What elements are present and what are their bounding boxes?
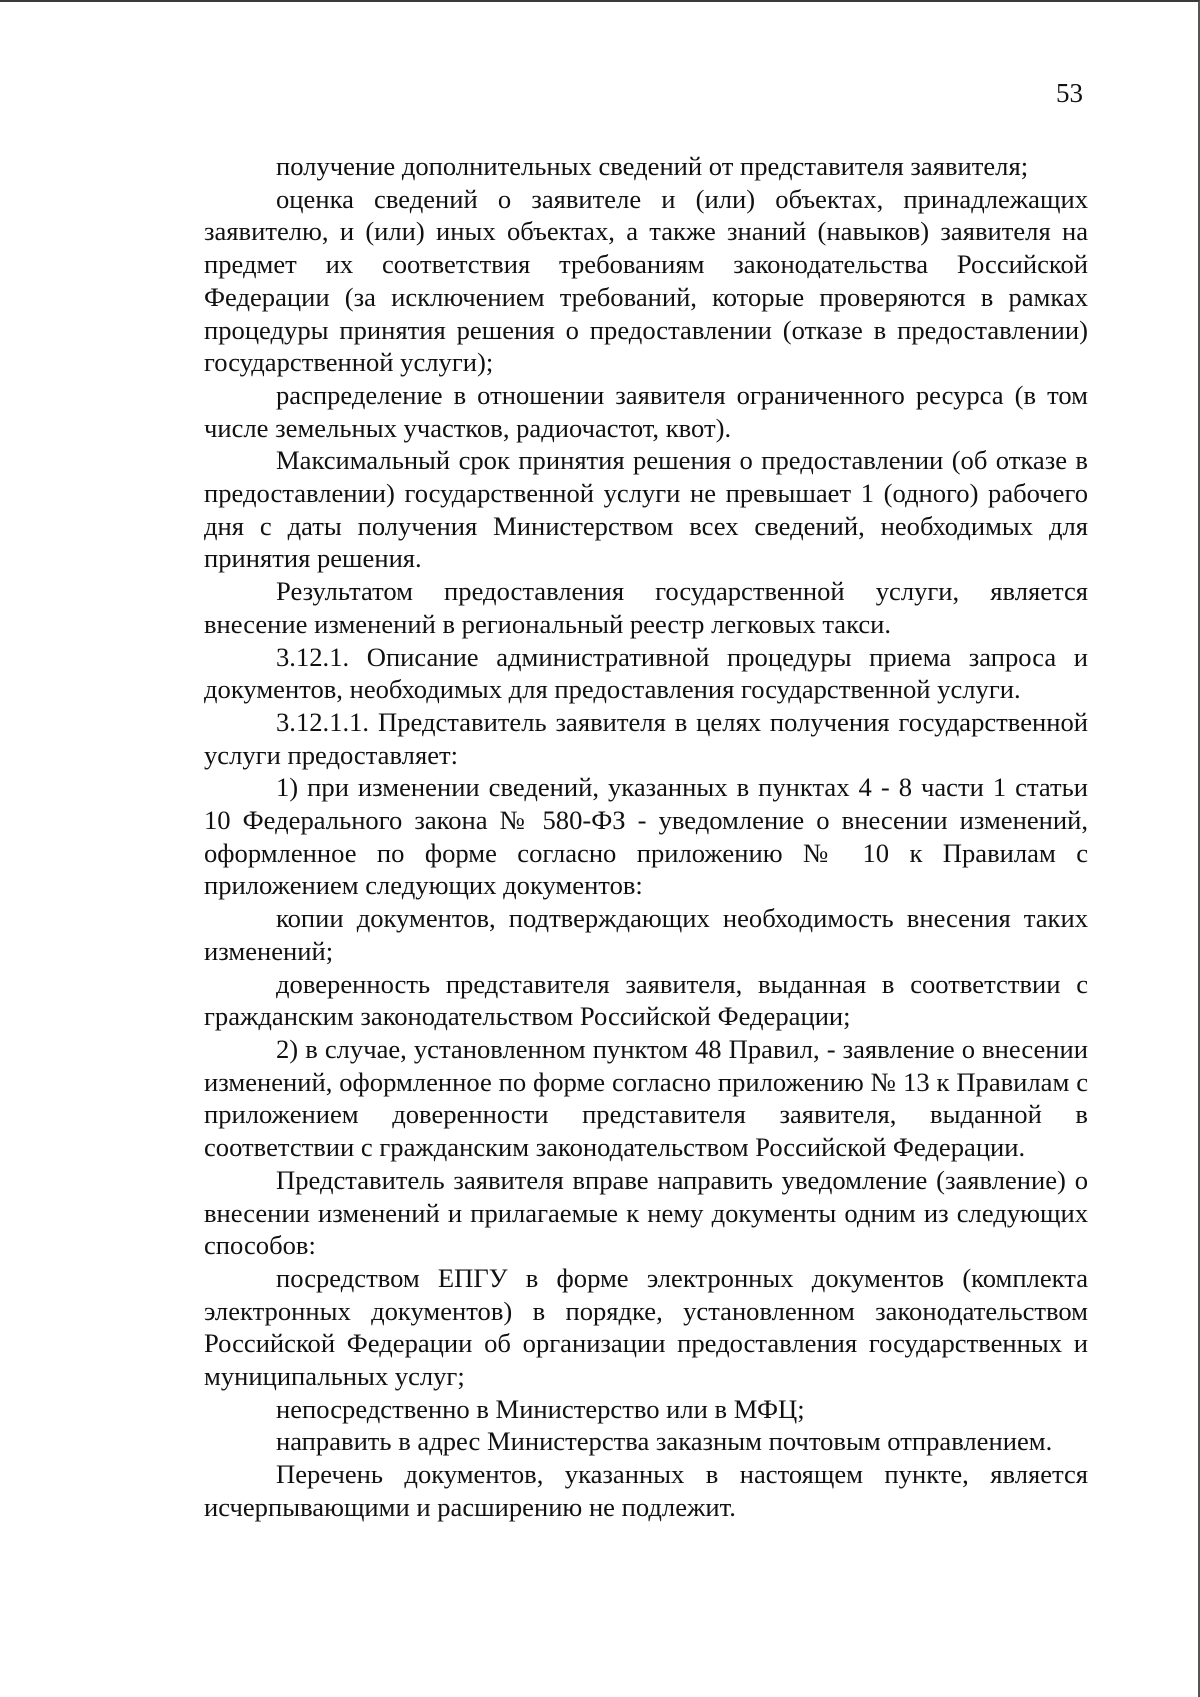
paragraph-section-3-12-1-1: 3.12.1.1. Представитель заявителя в целях получения государственной услуги предоставляет: bbox=[204, 706, 1088, 770]
paragraph-item-2: 2) в случае, установленном пунктом 48 Правил, - заявление о внесении изменений, оформленное по форме согласно приложению № 13 к Правилам с приложением доверенности представителя заявителя, выданной в соответствии с гражданским законодательством Российской Федерации. bbox=[204, 1033, 1088, 1163]
paragraph-power-of-attorney: доверенность представителя заявителя, выданная в соответствии с гражданским законодательством Российской Федерации; bbox=[204, 968, 1088, 1032]
paragraph-method-mail: направить в адрес Министерства заказным почтовым отправлением. bbox=[276, 1426, 1053, 1457]
paragraph-result: Результатом предоставления государственной услуги, является внесение изменений в региональный реестр легковых такси. bbox=[204, 576, 1088, 639]
paragraph-method-in-person: непосредственно в Министерство или в МФЦ; bbox=[276, 1393, 805, 1424]
paragraph-method-epgu: посредством ЕПГУ в форме электронных документов (комплекта электронных документов) в порядке, установленном законодательством Российской Федерации об организации предоставления государственных и муниципальных услуг; bbox=[204, 1262, 1088, 1392]
paragraph-additional-info: получение дополнительных сведений от представителя заявителя; bbox=[276, 151, 1029, 181]
document-body bbox=[204, 150, 1088, 1524]
paragraph-exhaustive-list: Перечень документов, указанных в настоящем пункте, является исчерпывающими и расширению не подлежит. bbox=[204, 1459, 1088, 1522]
paragraph-submission-methods: Представитель заявителя вправе направить уведомление (заявление) о внесении изменений и прилагаемые к нему документы одним из следующих способов: bbox=[204, 1164, 1088, 1261]
page-number: 53 bbox=[1056, 78, 1083, 108]
paragraph-section-3-12-1: 3.12.1. Описание административной процедуры приема запроса и документов, необходимых для предоставления государственной услуги. bbox=[204, 641, 1088, 705]
paragraph-item-1: 1) при изменении сведений, указанных в пунктах 4 - 8 части 1 статьи 10 Федерального закона № 580-ФЗ - уведомление о внесении изменений, оформленное по форме согласно приложению № 10 к Правилам с приложением следующих документов: bbox=[204, 772, 1088, 901]
paragraph-assessment: оценка сведений о заявителе и (или) объектах, принадлежащих заявителю, и (или) иных объектах, а также знаний (навыков) заявителя на предмет их соответствия требованиям законодательства Российской Федерации (за исключением требований, которые проверяются в рамках процедуры принятия решения о предоставлении (отказе в предоставлении) государственной услуги); bbox=[204, 183, 1088, 378]
paragraph-resource-distribution: распределение в отношении заявителя ограниченного ресурса (в том числе земельных участков, радиочастот, квот). bbox=[204, 379, 1088, 443]
paragraph-document-copies: копии документов, подтверждающих необходимость внесения таких изменений; bbox=[204, 903, 1088, 966]
paragraph-max-decision-term: Максимальный срок принятия решения о предоставлении (об отказе в предоставлении) государственной услуги не превышает 1 (одного) рабочего дня с даты получения Министерством всех сведений, необходимых для принятия решения. bbox=[204, 445, 1088, 574]
